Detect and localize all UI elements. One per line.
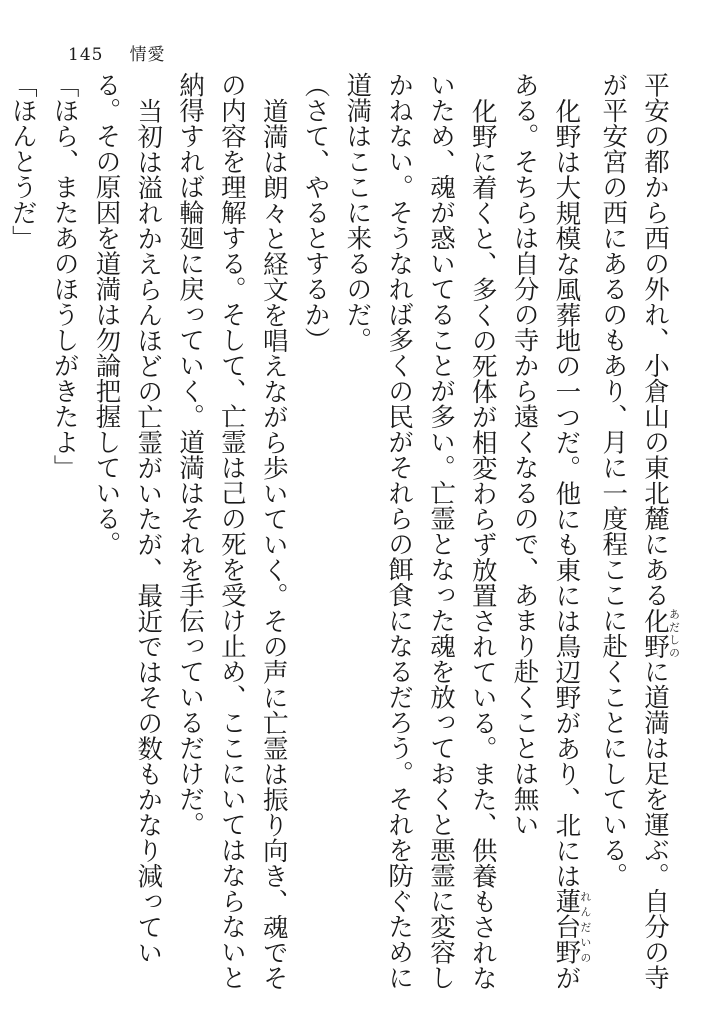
text-run: がある。そちらは自分の寺から遠くなるので、あまり赴くことは無い [509,72,582,990]
ruby-reading: れんだいの [578,888,592,965]
ruby-reading: あだしの [667,607,681,659]
dialogue-1: 「ほら、またあのほうしがきたよ」 [49,72,80,480]
paragraph-2 [503,72,592,992]
text-run: 化野は大規模な風葬地の一つだ。他にも東には鳥辺野があり、北には [551,97,582,888]
ruby-base: 蓮台野 [551,888,582,965]
vertical-text [7,72,681,992]
page-header [68,40,165,65]
paragraph-3: 化野に着くと、多くの死体が相変わらず放置されている。また、供養もされないため、魂が惑いてることが多い。亡霊となった魂を放っておくと悪霊に変容しかねない。そうなれば多くの民がそれらの餌食になるだろう。それを防ぐために道満はここに来るのだ。 [342,72,498,990]
paragraph-4: （さて、やるとするか） [300,72,331,353]
dialogue-3 [0,72,1,992]
ruby-rendaino [551,888,592,965]
text-run: に道満は足を運ぶ。自分の寺が平安宮の西にあるのもあり、月に一度程ここに赴くことにしている。 [598,72,670,990]
page-body [7,72,681,992]
page-number: 145 [68,45,104,65]
dialogue-2: 「ほんとうだ」 [7,72,38,251]
paragraph-5: 道満は朗々と経文を唱えながら歩いていく。その声に亡霊は振り向き、魂でその内容を理解する。そして、亡霊は己の死を受け止め、ここにいてはならないと納得すれば輪廻に戻っていく。道満はそれを手伝っているだけだ。 [175,72,289,990]
ruby-adashino [640,607,681,659]
ruby-base: 化野 [640,607,670,659]
paragraph-1 [591,72,680,992]
paragraph-6: 当初は溢れかえらんほどの亡霊がいたが、最近ではその数もかなり減っている。その原因を道満は勿論把握している。 [91,72,164,965]
text-run: 平安の都から西の外れ、小倉山の東北麓にある [640,72,670,608]
chapter-title: 情愛 [129,45,166,65]
